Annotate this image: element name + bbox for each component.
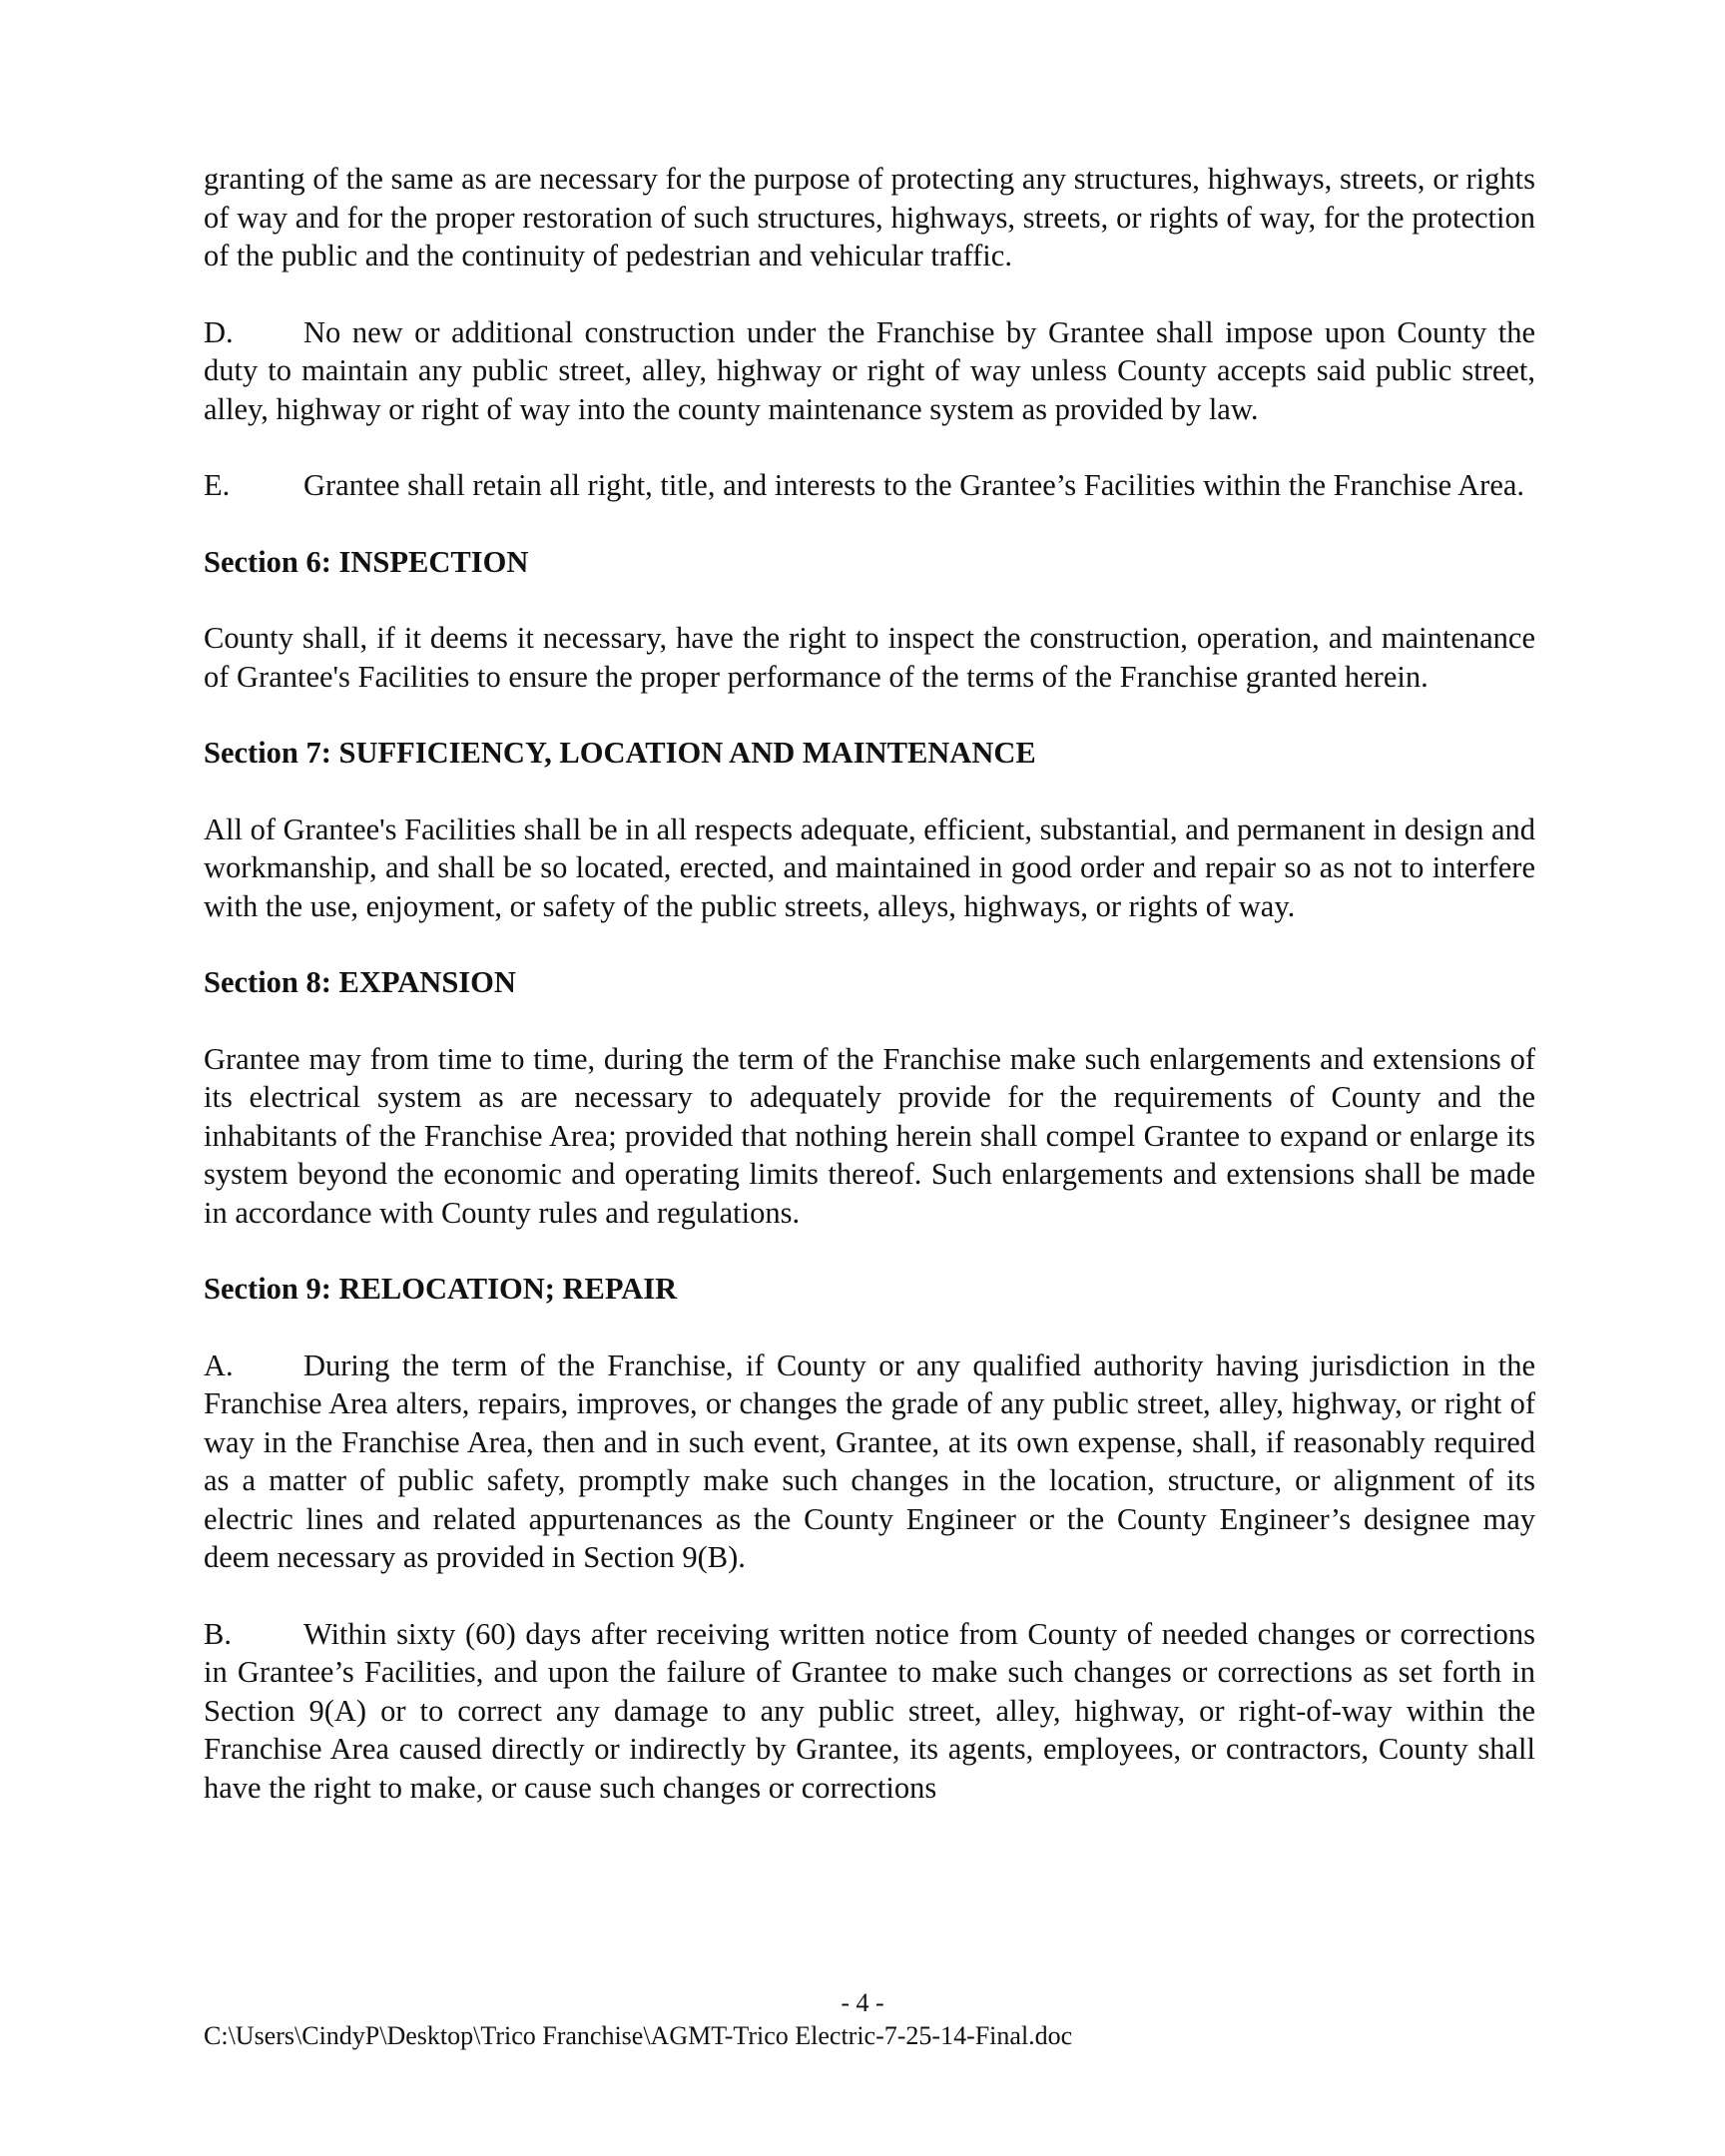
section-7-heading: Section 7: SUFFICIENCY, LOCATION AND MAINTENANCE xyxy=(204,736,1036,770)
paragraph-d-text: No new or additional construction under the Franchise by Grantee shall impose upon County the duty to maintain any public street, alley, highway or right of way unless County accepts said public street, alley, highway or right of way into the county maintenance system as provided by law. xyxy=(204,314,1535,426)
section-9-paragraph-b xyxy=(204,1615,1535,1808)
section-8-text: Grantee may from time to time, during the term of the Franchise make such enlargements and extensions of its electrical system as are necessary to adequately provide for the requirements of County and the inhabitants of the Franchise Area; provided that nothing herein shall compel Grantee to expand or enlarge its system beyond the economic and operating limits thereof. Such enlargements and extensions shall be made in accordance with County rules and regulations. xyxy=(204,1041,1535,1230)
page-number: - 4 - xyxy=(841,1988,884,2017)
section-9-b-label: B. xyxy=(204,1616,232,1651)
section-9-b-text: Within sixty (60) days after receiving written notice from County of needed changes or corrections in Grantee’s Facilities, and upon the failure of Grantee to make such changes or corrections as set forth in Section 9(A) or to correct any damage to any public street, alley, highway, or right-of-way within the Franchise Area caused directly or indirectly by Grantee, its agents, employees, or contractors, County shall have the right to make, or cause such changes or corrections xyxy=(204,1616,1535,1805)
footer-file-path: C:\Users\CindyP\Desktop\Trico Franchise\AGMT-Trico Electric-7-25-14-Final.doc xyxy=(204,2021,1073,2050)
paragraph-e-label: E. xyxy=(204,468,231,502)
paragraph-e-text: Grantee shall retain all right, title, and interests to the Grantee’s Facilities within the Franchise Area. xyxy=(303,468,1525,502)
section-9-a-text: During the term of the Franchise, if County or any qualified authority having jurisdiction in the Franchise Area alters, repairs, improves, or changes the grade of any public street, alley, highway, or right of way in the Franchise Area, then and in such event, Grantee, at its own expense, shall, if reasonably required as a matter of public safety, promptly make such changes in the location, structure, or alignment of its electric lines and related appurtenances as the County Engineer or the County Engineer’s designee may deem necessary as provided in Section 9(B). xyxy=(204,1348,1535,1574)
document-page xyxy=(204,160,1535,1845)
paragraph-d-label: D. xyxy=(204,314,234,349)
section-9-paragraph-a xyxy=(204,1347,1535,1577)
section-6-heading: Section 6: INSPECTION xyxy=(204,544,529,579)
section-9-heading: Section 9: RELOCATION; REPAIR xyxy=(204,1272,678,1306)
section-9-a-label: A. xyxy=(204,1348,234,1382)
paragraph-e xyxy=(204,466,1535,505)
paragraph-intro: granting of the same as are necessary for the purpose of protecting any structures, highways, streets, or rights of way and for the proper restoration of such structures, highways, streets, or rights of way, for the protection of the public and the continuity of pedestrian and vehicular traffic. xyxy=(204,162,1535,272)
section-7-text: All of Grantee's Facilities shall be in all respects adequate, efficient, substantial, and permanent in design and workmanship, and shall be so located, erected, and maintained in good order and repair so as not to interfere with the use, enjoyment, or safety of the public streets, alleys, highways, or rights of way. xyxy=(204,811,1535,923)
paragraph-d xyxy=(204,313,1535,429)
section-6-text: County shall, if it deems it necessary, have the right to inspect the construction, operation, and maintenance of Grantee's Facilities to ensure the proper performance of the terms of the Franchise granted herein. xyxy=(204,621,1535,694)
section-8-heading: Section 8: EXPANSION xyxy=(204,965,516,999)
